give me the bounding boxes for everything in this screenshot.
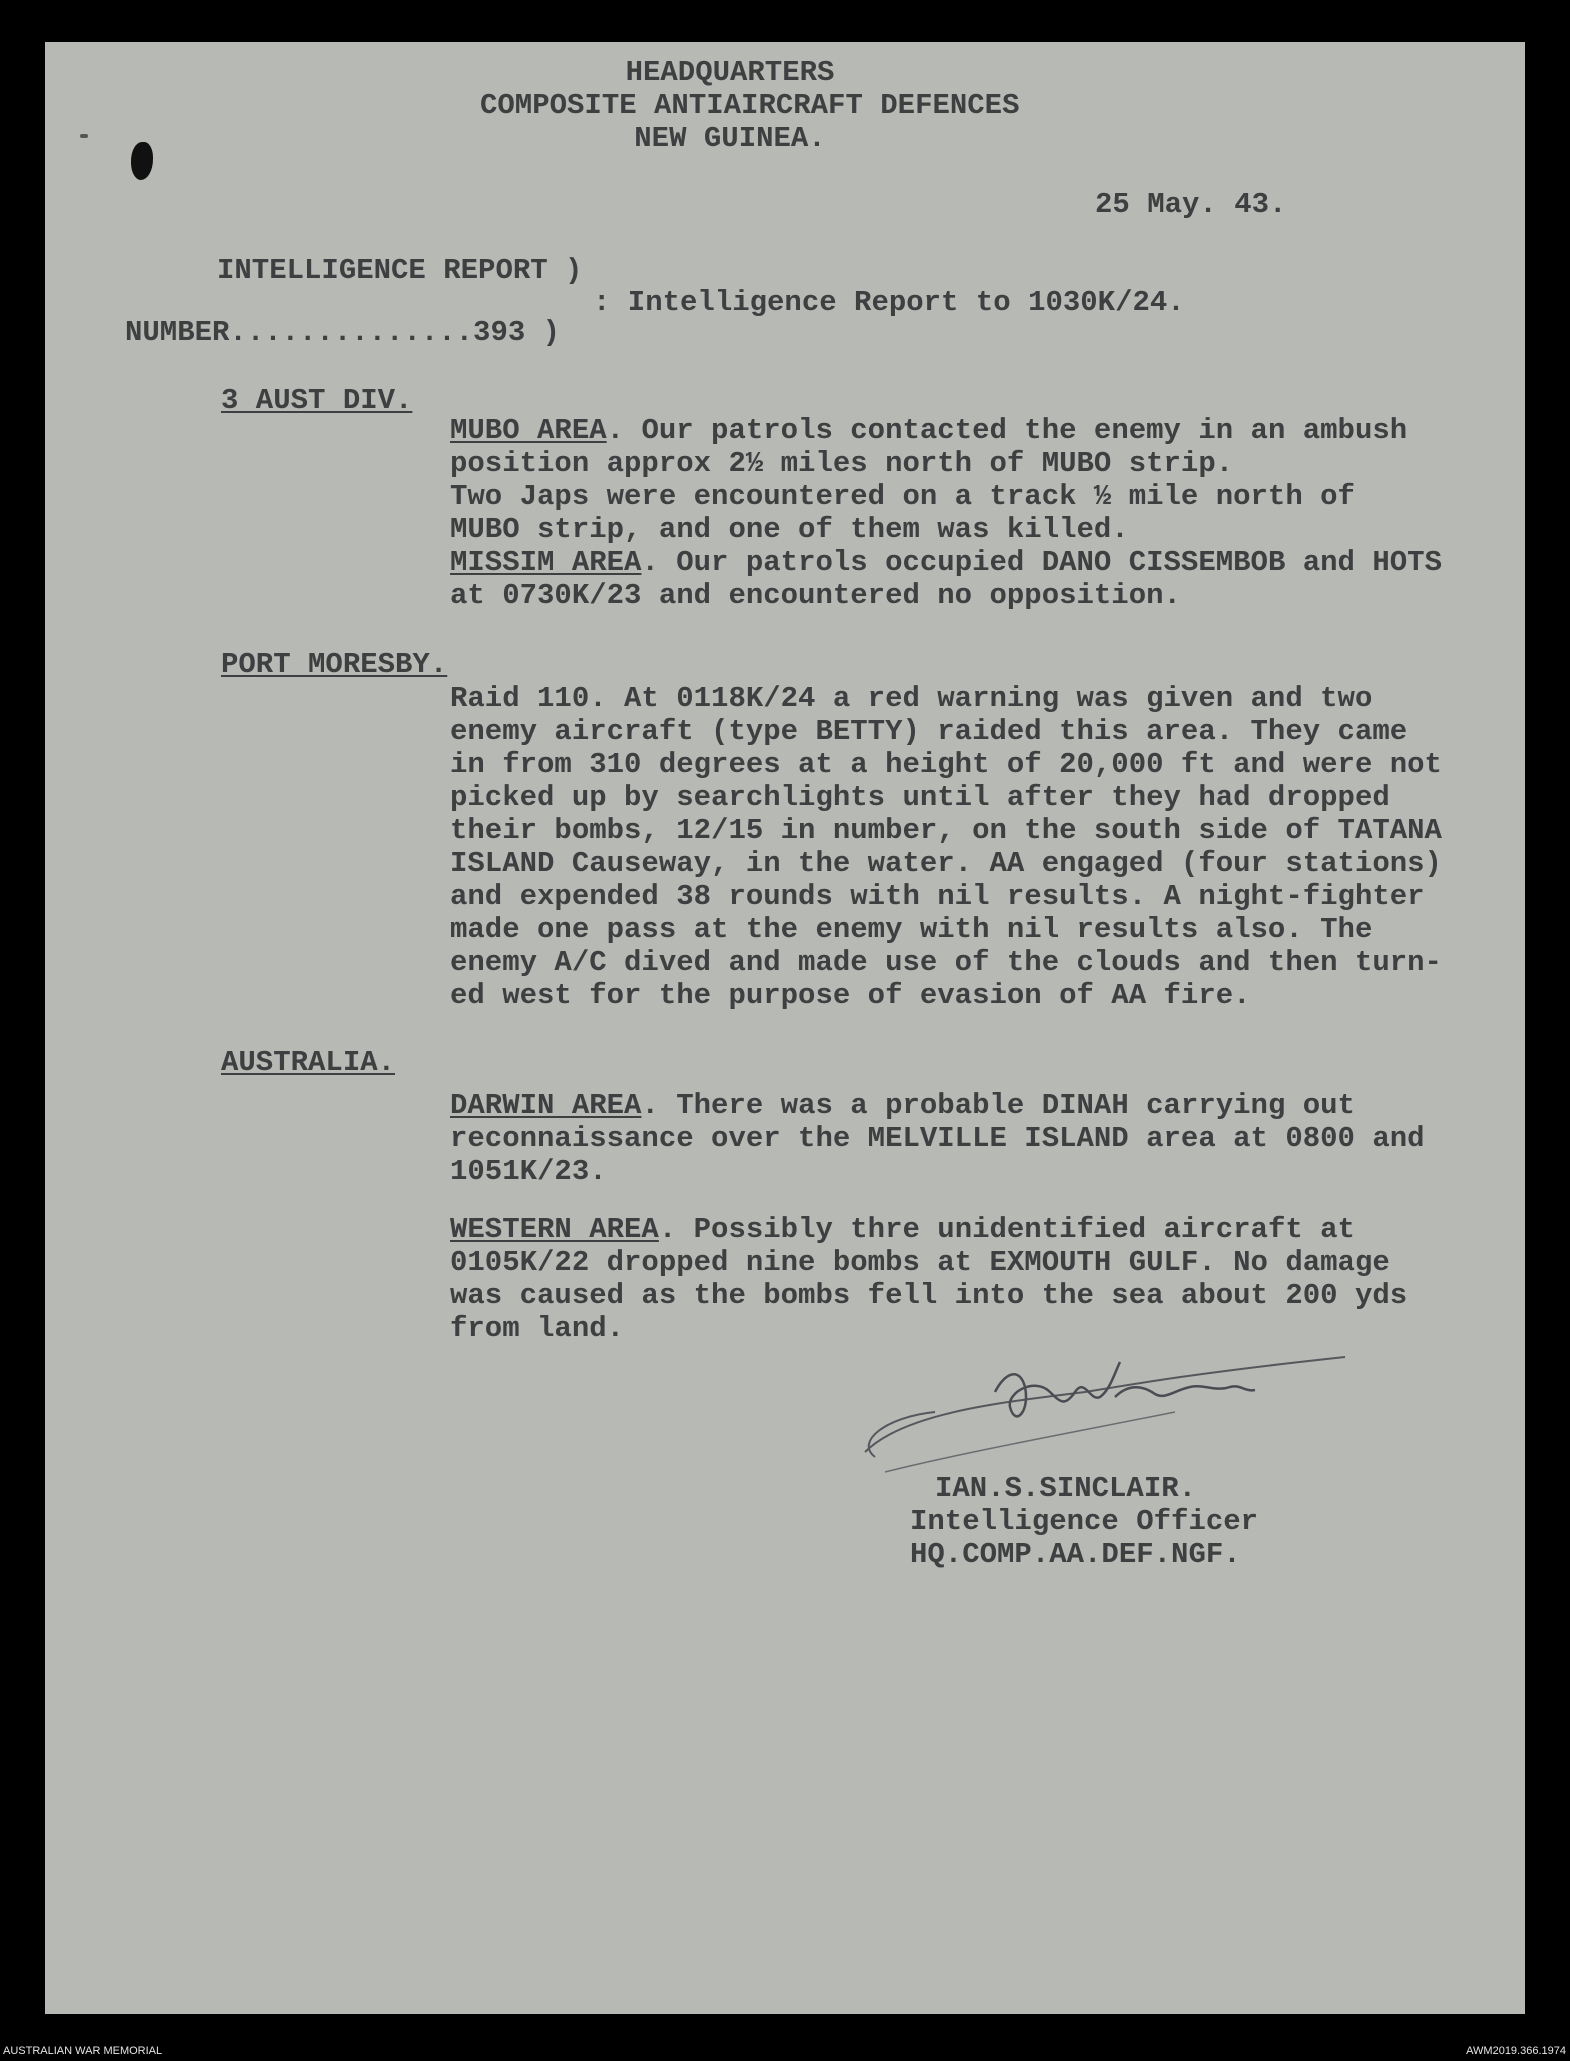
port-moresby-line-9: ed west for the purpose of evasion of AA fire. bbox=[450, 979, 1251, 1012]
report-date: 25 May. 43. bbox=[1095, 188, 1287, 221]
port-moresby-line-3: picked up by searchlights until after they had dropped bbox=[450, 781, 1390, 814]
footer-archive-name: AUSTRALIAN WAR MEMORIAL bbox=[3, 2045, 163, 2057]
report-title: INTELLIGENCE REPORT ) bbox=[217, 254, 583, 287]
darwin-area-label: DARWIN AREA bbox=[450, 1089, 642, 1122]
header-line-3: NEW GUINEA. bbox=[634, 122, 826, 155]
port-moresby-line-8: enemy A/C dived and made use of the clouds and then turn- bbox=[450, 946, 1442, 979]
missim-paragraph bbox=[450, 546, 1442, 579]
mubo-paragraph bbox=[450, 414, 1407, 447]
mubo-text-3: Two Japs were encountered on a track ½ mile north of bbox=[450, 480, 1355, 513]
port-moresby-line-5: ISLAND Causeway, in the water. AA engaged (four stations) bbox=[450, 847, 1442, 880]
port-moresby-line-2: in from 310 degrees at a height of 20,000 ft and were not bbox=[450, 748, 1442, 781]
darwin-text-2: reconnaissance over the MELVILLE ISLAND area at 0800 and bbox=[450, 1122, 1425, 1155]
report-number: NUMBER..............393 ) bbox=[125, 316, 561, 349]
western-area-label: WESTERN AREA bbox=[450, 1213, 659, 1246]
mubo-area-label: MUBO AREA bbox=[450, 414, 607, 447]
signatory-unit: HQ.COMP.AA.DEF.NGF. bbox=[910, 1538, 1241, 1571]
mubo-text-1: . Our patrols contacted the enemy in an ambush bbox=[606, 414, 1408, 447]
report-subject: : Intelligence Report to 1030K/24. bbox=[593, 286, 1185, 319]
port-moresby-line-6: and expended 38 rounds with nil results. A night-fighter bbox=[450, 880, 1425, 913]
section-heading-aust-div: 3 AUST DIV. bbox=[221, 384, 413, 417]
document-page bbox=[45, 42, 1525, 2014]
port-moresby-line-4: their bombs, 12/15 in number, on the south side of TATANA bbox=[450, 814, 1442, 847]
mubo-text-4: MUBO strip, and one of them was killed. bbox=[450, 513, 1129, 546]
port-moresby-line-7: made one pass at the enemy with nil results also. The bbox=[450, 913, 1373, 946]
signatory-name: IAN.S.SINCLAIR. bbox=[935, 1472, 1197, 1505]
signatory-title: Intelligence Officer bbox=[910, 1505, 1259, 1538]
darwin-text-3: 1051K/23. bbox=[450, 1155, 607, 1188]
paper-speck bbox=[80, 134, 88, 138]
section-heading-port-moresby: PORT MORESBY. bbox=[221, 648, 448, 681]
missim-area-label: MISSIM AREA bbox=[450, 546, 642, 579]
western-text-1: . Possibly thre unidentified aircraft at bbox=[658, 1213, 1355, 1246]
port-moresby-line-1: enemy aircraft (type BETTY) raided this area. They came bbox=[450, 715, 1408, 748]
western-text-4: from land. bbox=[450, 1312, 625, 1345]
darwin-text-1: . There was a probable DINAH carrying out bbox=[641, 1089, 1355, 1122]
darwin-paragraph bbox=[450, 1089, 1355, 1122]
handwritten-signature bbox=[845, 1332, 1365, 1492]
port-moresby-line-0: Raid 110. At 0118K/24 a red warning was given and two bbox=[450, 682, 1373, 715]
missim-text-2: at 0730K/23 and encountered no opposition. bbox=[450, 579, 1181, 612]
western-paragraph bbox=[450, 1213, 1355, 1246]
punch-hole-mark bbox=[131, 142, 153, 180]
footer-archive-id: AWM2019.366.1974 bbox=[1466, 2045, 1566, 2057]
header-line-2: COMPOSITE ANTIAIRCRAFT DEFENCES bbox=[480, 89, 1020, 122]
western-text-2: 0105K/22 dropped nine bombs at EXMOUTH GULF. No damage bbox=[450, 1246, 1390, 1279]
header-line-1: HEADQUARTERS bbox=[625, 56, 835, 89]
missim-text-1: . Our patrols occupied DANO CISSEMBOB and HOTS bbox=[641, 546, 1442, 579]
western-text-3: was caused as the bombs fell into the sea about 200 yds bbox=[450, 1279, 1408, 1312]
section-heading-australia: AUSTRALIA. bbox=[221, 1046, 396, 1079]
mubo-text-2: position approx 2½ miles north of MUBO strip. bbox=[450, 447, 1234, 480]
